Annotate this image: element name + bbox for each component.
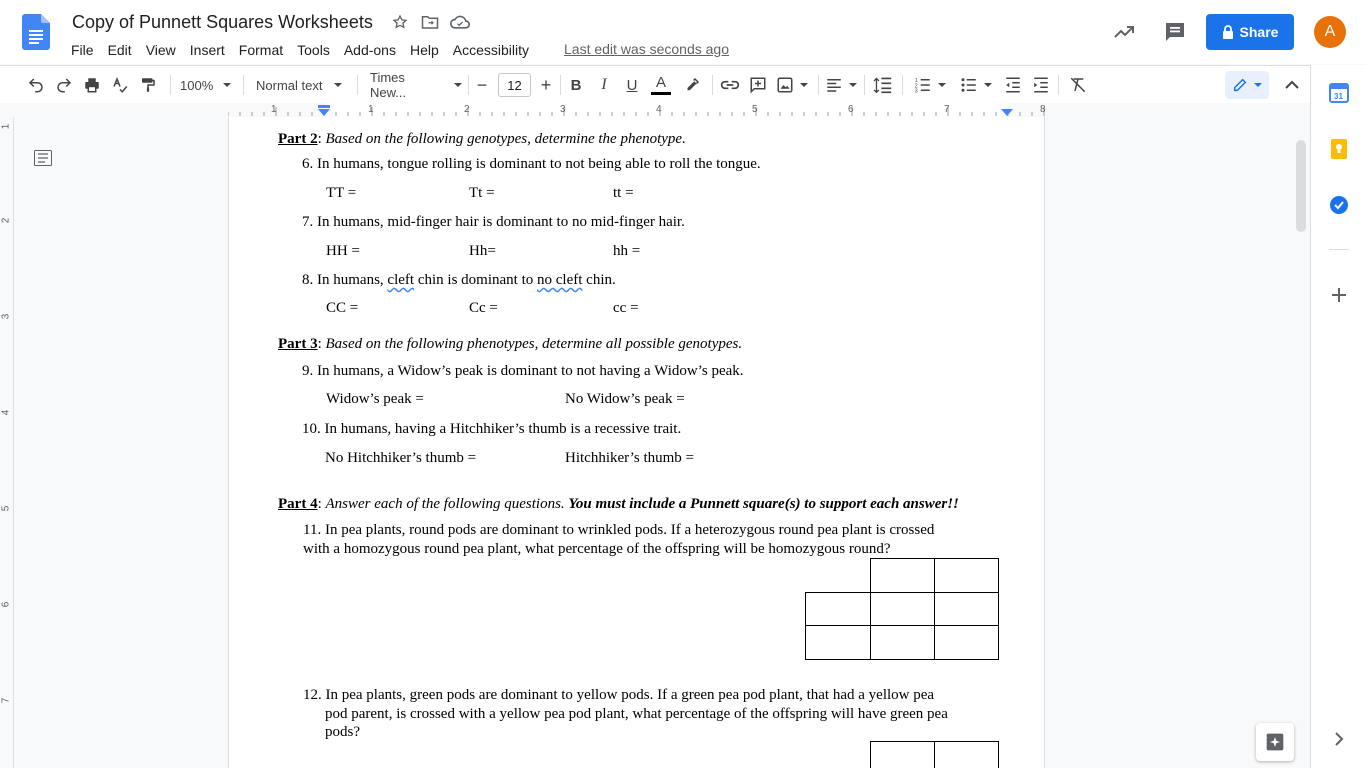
ruler-number: 1 xyxy=(271,104,277,115)
ruler-number: 4 xyxy=(656,104,662,115)
ruler-number: 3 xyxy=(560,104,566,115)
part4-heading: Part 4: Answer each of the following questions. You must include a Punnett square(s) to support each answer!! xyxy=(278,496,959,512)
menu-file[interactable]: File xyxy=(71,42,94,58)
punnett-cell[interactable] xyxy=(806,593,871,626)
punnett-cell[interactable] xyxy=(871,742,935,768)
show-side-panel-icon[interactable] xyxy=(1330,730,1348,748)
vruler-number: 5 xyxy=(0,505,12,512)
italic-icon[interactable]: I xyxy=(601,76,607,93)
q8-text: 8. In humans, xyxy=(302,272,388,288)
text-color-icon[interactable]: A xyxy=(650,72,672,98)
calendar-icon[interactable] xyxy=(1329,83,1349,103)
insert-link-icon[interactable] xyxy=(718,72,742,98)
svg-text:2: 2 xyxy=(914,83,918,90)
part4-label: Part 4 xyxy=(278,496,318,512)
punnett-cell[interactable] xyxy=(935,559,999,593)
punnett-cell[interactable] xyxy=(935,626,999,660)
document-title[interactable]: Copy of Punnett Squares Worksheets xyxy=(72,12,373,32)
ruler-number: 5 xyxy=(752,104,758,115)
part3-instructions: Based on the following phenotypes, determine all possible genotypes. xyxy=(325,336,743,352)
part3-heading: Part 3: Based on the following phenotypes, determine all possible genotypes. xyxy=(278,336,743,352)
tasks-icon[interactable] xyxy=(1329,195,1349,215)
answer-widows-peak: Widow’s peak = xyxy=(326,391,424,407)
increase-indent-icon[interactable] xyxy=(1030,72,1052,98)
ruler-number: 8 xyxy=(1040,104,1046,115)
question-12-line3: pods? xyxy=(325,724,360,740)
punnett-cell[interactable] xyxy=(806,626,871,660)
vruler-number: 4 xyxy=(0,409,12,416)
q8-text: chin. xyxy=(582,272,616,288)
last-edit-link[interactable]: Last edit was seconds ago xyxy=(564,41,729,57)
punnett-square-11 xyxy=(805,558,999,660)
part2-instructions: Based on the following genotypes, determine the phenotype. xyxy=(325,131,686,147)
question-12-line1: 12. In pea plants, green pods are dominant to yellow pods. If a green pea pod plant, that had a yellow pea xyxy=(303,687,935,703)
style-value: Normal text xyxy=(256,77,323,93)
part3-label: Part 3 xyxy=(278,336,318,352)
avatar[interactable]: A xyxy=(1314,16,1346,48)
style-select[interactable] xyxy=(256,72,346,98)
svg-text:1: 1 xyxy=(914,78,918,84)
vertical-scrollbar[interactable] xyxy=(1296,140,1306,232)
zoom-value: 100% xyxy=(180,77,214,93)
answer-hh-hetero: Hh= xyxy=(469,243,496,259)
svg-text:3: 3 xyxy=(914,88,918,94)
answer-cc-hetero: Cc = xyxy=(469,300,498,316)
menu-view[interactable]: View xyxy=(145,42,176,58)
vertical-ruler[interactable] xyxy=(0,117,14,768)
decrease-font-size-icon[interactable]: − xyxy=(476,74,488,95)
question-11-line1: 11. In pea plants, round pods are dominant to wrinkled pods. If a heterozygous round pea plant is crossed xyxy=(303,522,935,538)
menu-bar xyxy=(64,38,536,62)
punnett-cell[interactable] xyxy=(935,593,999,626)
lock-icon xyxy=(1222,25,1234,39)
pencil-icon xyxy=(1232,77,1248,93)
line-spacing-icon[interactable] xyxy=(870,72,896,98)
ruler-number: 6 xyxy=(848,104,854,115)
ruler-ticks xyxy=(228,104,1048,117)
punnett-square-12 xyxy=(870,741,999,768)
comment-history-icon[interactable] xyxy=(1163,20,1187,44)
question-12-line2: pod parent, is crossed with a yellow pea pod plant, what percentage of the offspring will have green pea xyxy=(325,706,948,722)
vruler-number: 3 xyxy=(0,313,12,320)
question-8 xyxy=(302,271,616,289)
vruler-number: 7 xyxy=(0,697,12,704)
highlight-color-icon[interactable] xyxy=(680,72,704,98)
answer-tt-recessive: tt = xyxy=(613,185,634,201)
increase-font-size-icon[interactable]: + xyxy=(540,74,552,95)
answer-tt-dominant: TT = xyxy=(326,185,357,201)
insert-comment-icon[interactable] xyxy=(746,72,770,98)
answer-cc-dominant: CC = xyxy=(326,300,359,316)
answer-tt-hetero: Tt = xyxy=(469,185,495,201)
answer-no-widows-peak: No Widow’s peak = xyxy=(565,391,685,407)
spelling-suggestion[interactable]: cleft xyxy=(387,272,415,288)
punnett-cell[interactable] xyxy=(871,626,935,660)
explore-icon xyxy=(1265,732,1285,752)
punnett-cell[interactable] xyxy=(871,559,935,593)
star-icon[interactable] xyxy=(390,12,410,32)
answer-cc-recessive: cc = xyxy=(613,300,639,316)
share-label: Share xyxy=(1239,24,1279,40)
align-icon[interactable] xyxy=(824,72,858,98)
svg-text:31: 31 xyxy=(1334,92,1343,101)
question-9: 9. In humans, a Widow’s peak is dominant to not having a Widow’s peak. xyxy=(302,363,744,379)
answer-hitchhikers-thumb: Hitchhiker’s thumb = xyxy=(565,450,695,466)
answer-no-hitchhikers-thumb: No Hitchhiker’s thumb = xyxy=(325,450,477,466)
zoom-select[interactable] xyxy=(180,72,234,98)
paint-format-icon[interactable] xyxy=(136,72,160,98)
answer-hh-dominant: HH = xyxy=(326,243,360,259)
vruler-number: 1 xyxy=(0,123,12,130)
question-11-line2: with a homozygous round pea plant, what percentage of the offspring will be homozygous round? xyxy=(303,541,891,557)
editing-mode-button[interactable] xyxy=(1225,71,1269,99)
toolbar xyxy=(0,65,1310,103)
move-folder-icon[interactable] xyxy=(420,12,440,32)
part4-requirement: You must include a Punnett square(s) to support each answer!! xyxy=(568,496,959,512)
title-icons xyxy=(390,12,470,32)
part2-label: Part 2 xyxy=(278,131,318,147)
menu-help[interactable]: Help xyxy=(409,42,439,58)
document-page[interactable] xyxy=(228,117,1045,768)
header xyxy=(0,0,1366,64)
answer-hh-recessive: hh = xyxy=(613,243,641,259)
question-6: 6. In humans, tongue rolling is dominant to not being able to roll the tongue. xyxy=(302,156,761,172)
bulleted-list-icon[interactable] xyxy=(956,72,996,98)
font-select[interactable] xyxy=(370,72,462,98)
ruler-number: 7 xyxy=(944,104,950,115)
question-10: 10. In humans, having a Hitchhiker’s thumb is a recessive trait. xyxy=(302,421,682,437)
font-value: Times New... xyxy=(370,70,407,100)
menu-accessibility[interactable]: Accessibility xyxy=(452,42,530,58)
explore-button[interactable] xyxy=(1256,723,1294,761)
part4-instructions: Answer each of the following questions. xyxy=(325,496,569,512)
print-icon[interactable] xyxy=(80,72,104,98)
document-outline-icon[interactable] xyxy=(34,150,52,166)
bold-icon[interactable]: B xyxy=(570,76,582,94)
docs-logo-icon[interactable] xyxy=(22,14,50,50)
right-indent-marker-icon[interactable] xyxy=(1000,108,1014,117)
spellcheck-icon[interactable] xyxy=(108,72,132,98)
vruler-number: 6 xyxy=(0,601,12,608)
part2-heading: Part 2: Based on the following genotypes, determine the phenotype. xyxy=(278,131,686,147)
menu-format[interactable]: Format xyxy=(238,42,284,58)
punnett-cell[interactable] xyxy=(871,593,935,626)
hide-menus-icon[interactable] xyxy=(1280,72,1304,98)
keep-icon[interactable] xyxy=(1329,139,1349,159)
cloud-status-icon[interactable] xyxy=(450,12,470,32)
menu-add-ons[interactable]: Add-ons xyxy=(343,42,396,58)
menu-edit[interactable]: Edit xyxy=(107,42,132,58)
side-panel xyxy=(1310,65,1366,768)
get-add-ons-icon[interactable] xyxy=(1329,285,1349,305)
redo-icon[interactable] xyxy=(52,72,76,98)
insert-image-icon[interactable] xyxy=(774,72,810,98)
share-button[interactable] xyxy=(1206,14,1294,50)
panel-divider xyxy=(1329,249,1349,250)
punnett-cell[interactable] xyxy=(935,742,999,768)
question-7: 7. In humans, mid-finger hair is dominant to no mid-finger hair. xyxy=(302,214,685,230)
ruler-number: 1 xyxy=(368,104,374,115)
menu-tools[interactable]: Tools xyxy=(297,42,330,58)
menu-insert[interactable]: Insert xyxy=(189,42,225,58)
activity-dashboard-icon[interactable] xyxy=(1112,20,1136,44)
decrease-indent-icon[interactable] xyxy=(1002,72,1024,98)
font-size-input[interactable]: 12 xyxy=(498,73,531,97)
left-indent-marker-icon[interactable] xyxy=(317,105,331,117)
vruler-number: 2 xyxy=(0,217,12,224)
ruler-number: 2 xyxy=(464,104,470,115)
q8-text: chin is dominant to xyxy=(414,272,537,288)
spelling-suggestion[interactable]: no cleft xyxy=(537,272,583,288)
clear-formatting-icon[interactable] xyxy=(1066,72,1090,98)
undo-icon[interactable] xyxy=(24,72,48,98)
underline-icon[interactable]: U xyxy=(626,76,638,94)
numbered-list-icon[interactable] xyxy=(910,72,950,98)
